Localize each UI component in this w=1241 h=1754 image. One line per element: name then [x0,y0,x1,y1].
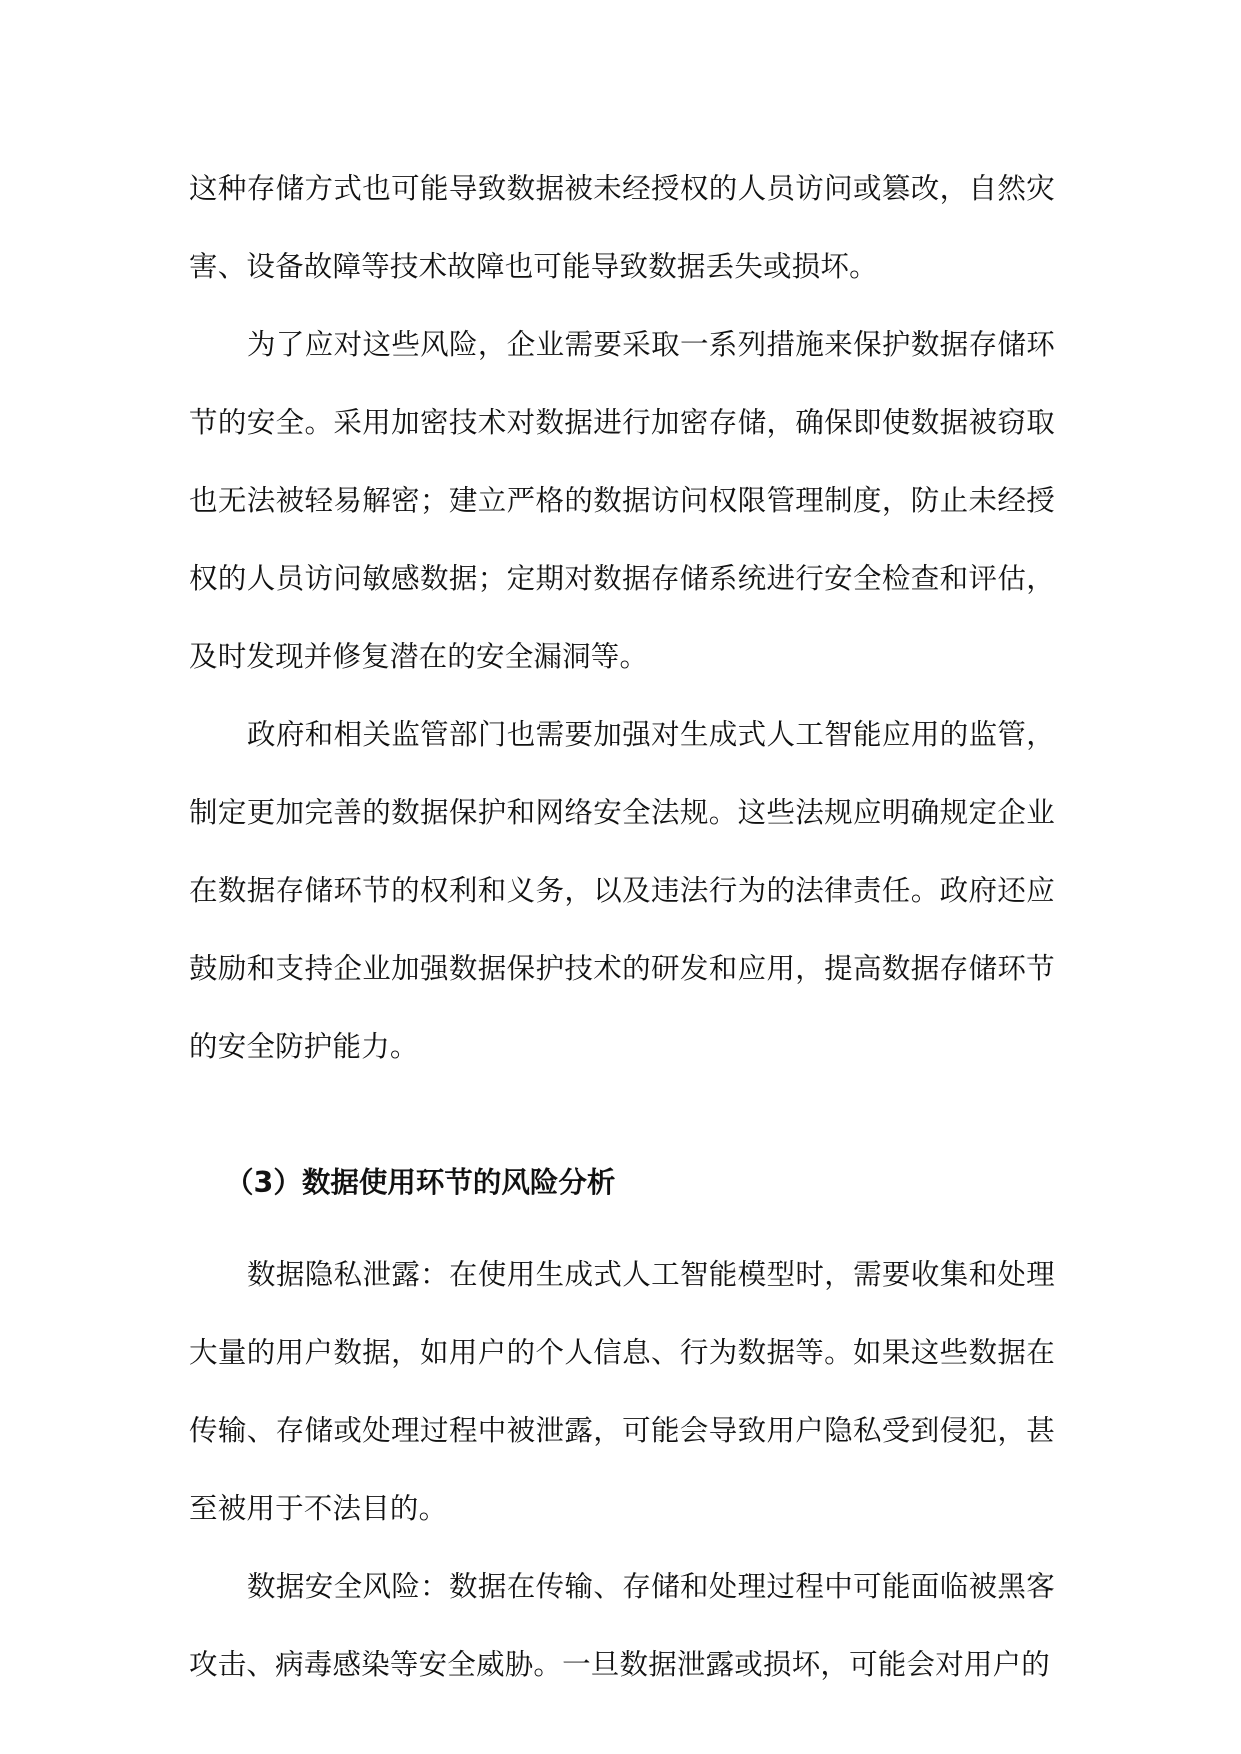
section-heading: （3）数据使用环节的风险分析 [225,1166,616,1199]
paragraph-government-regulation: 政府和相关监管部门也需要加强对生成式人工智能应用的监管，制定更加完善的数据保护和网络安全法规。这些法规应明确规定企业在数据存储环节的权利和义务，以及违法行为的法律责任。政府还应鼓励和支持企业加强数据保护技术的研发和应用，提高数据存储环节的安全防护能力。 [189,718,1055,1063]
document-body [189,150,1055,1704]
paragraph-enterprise-measures: 为了应对这些风险，企业需要采取一系列措施来保护数据存储环节的安全。采用加密技术对数据进行加密存储，确保即使数据被窃取也无法被轻易解密；建立严格的数据访问权限管理制度，防止未经授权的人员访问敏感数据；定期对数据存储系统进行安全检查和评估，及时发现并修复潜在的安全漏洞等。 [189,328,1055,673]
paragraph-security-risk: 数据安全风险：数据在传输、存储和处理过程中可能面临被黑客攻击、病毒感染等安全威胁。一旦数据泄露或损坏，可能会对用户的 [189,1570,1055,1681]
paragraph-storage-risk-continued: 这种存储方式也可能导致数据被未经授权的人员访问或篡改，自然灾害、设备故障等技术故障也可能导致数据丢失或损坏。 [189,172,1055,283]
paragraph-privacy-leak: 数据隐私泄露：在使用生成式人工智能模型时，需要收集和处理大量的用户数据，如用户的个人信息、行为数据等。如果这些数据在传输、存储或处理过程中被泄露，可能会导致用户隐私受到侵犯，甚至被用于不法目的。 [189,1258,1055,1525]
